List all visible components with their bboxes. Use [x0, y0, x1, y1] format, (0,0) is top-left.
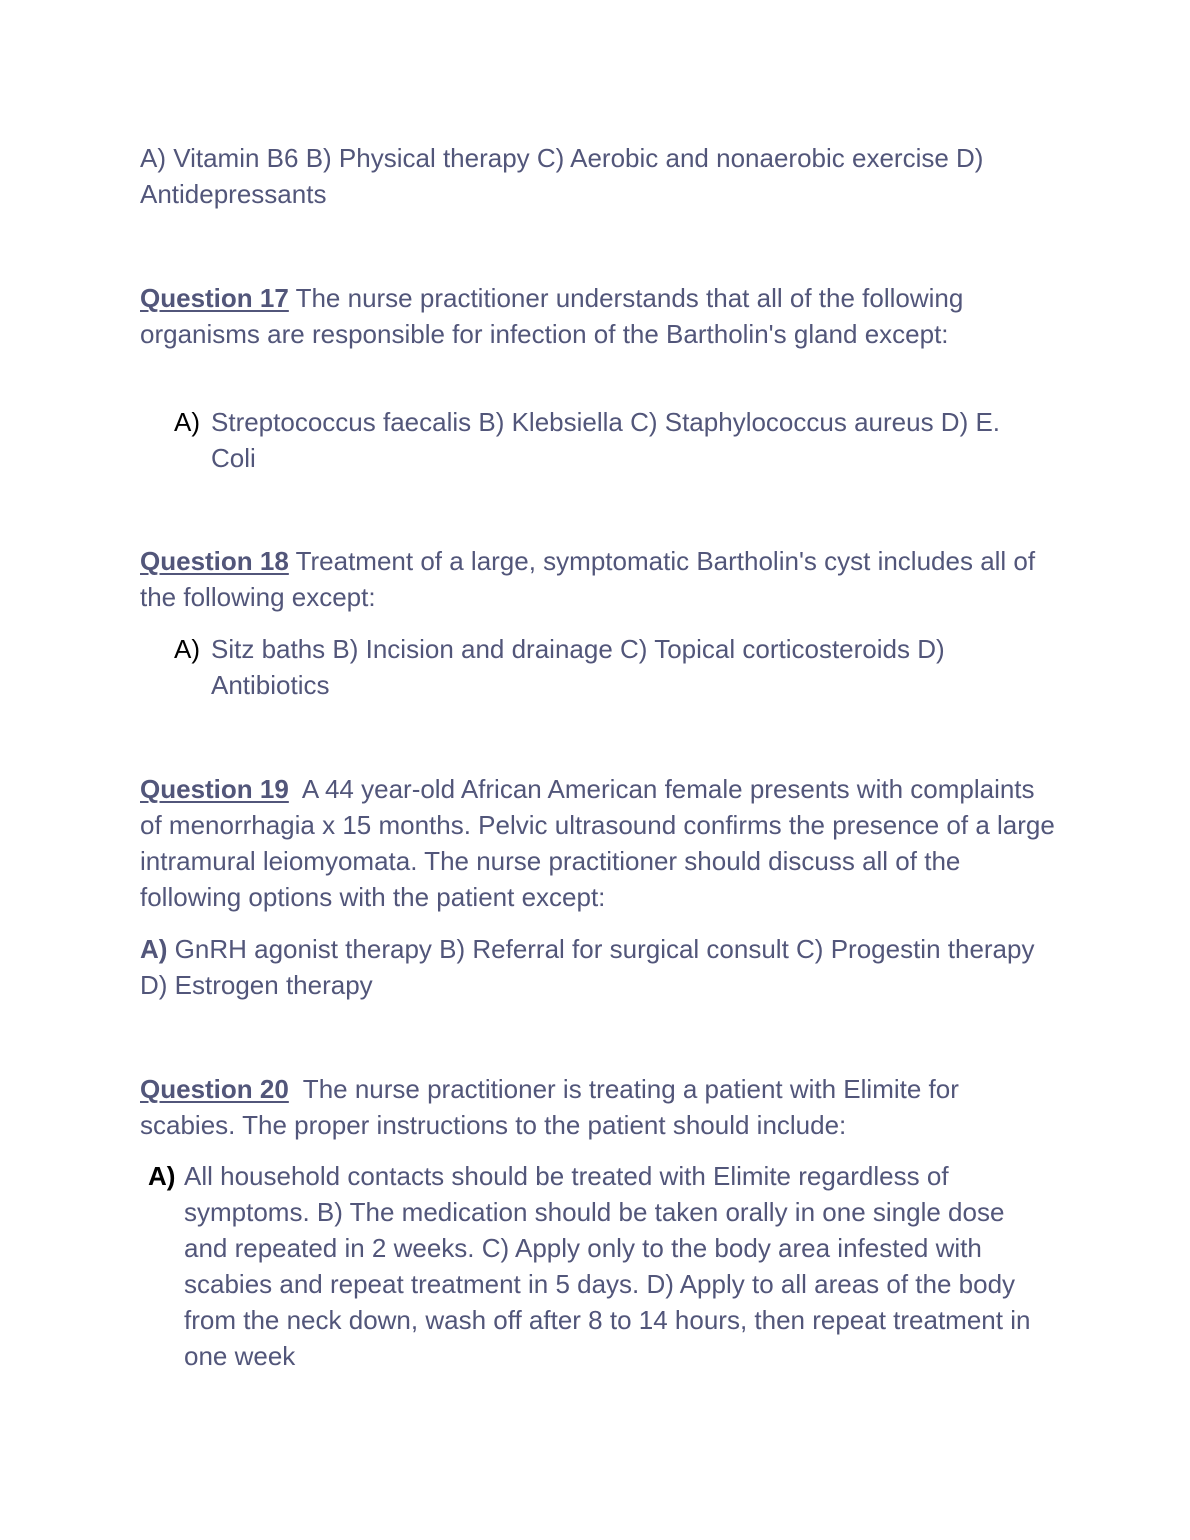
question-17-text: The nurse practitioner understands that all of the following organisms are responsible for infection of the Bartholin's gland except:	[140, 283, 964, 349]
question-17-options-text: Streptococcus faecalis B) Klebsiella C) Staphylococcus aureus D) E. Coli	[211, 407, 1001, 473]
question-16-options: A) Vitamin B6 B) Physical therapy C) Aerobic and nonaerobic exercise D) Antidepressants	[140, 143, 984, 209]
question-19-stem	[140, 771, 1063, 915]
question-18-text: Treatment of a large, symptomatic Bartholin's cyst includes all of the following except:	[140, 546, 1036, 612]
question-20-label: Question 20	[140, 1074, 289, 1104]
question-17-label: Question 17	[140, 283, 289, 313]
question-19-label: Question 19	[140, 774, 289, 804]
question-17-options	[174, 404, 1044, 476]
question-18-stem	[140, 543, 1060, 615]
question-17-option-marker: A)	[174, 407, 200, 437]
question-20-options	[148, 1158, 1048, 1374]
question-20-stem	[140, 1071, 1060, 1143]
question-19-options-text: GnRH agonist therapy B) Referral for surgical consult C) Progestin therapy D) Estrogen therapy	[140, 934, 1035, 1000]
question-19-option-marker: A)	[140, 934, 168, 964]
question-20-option-marker: A)	[148, 1161, 176, 1191]
question-19-text: A 44 year-old African American female presents with complaints of menorrhagia x 15 months. Pelvic ultrasound confirms the presence of a large intramural leiomyomata. The nurse practitioner should discuss all of the following options with the patient except:	[140, 774, 1063, 912]
question-20-options-text: All household contacts should be treated with Elimite regardless of symptoms. B) The medication should be taken orally in one single dose and repeated in 2 weeks. C) Apply only to the body area infested with scabies and repeat treatment in 5 days. D) Apply to all areas of the body from the neck down, wash off after 8 to 14 hours, then repeat treatment in one week	[184, 1161, 1031, 1371]
question-18-option-marker: A)	[174, 634, 200, 664]
question-17-stem	[140, 280, 1060, 352]
question-19-options	[140, 931, 1050, 1003]
question-20-text: The nurse practitioner is treating a patient with Elimite for scabies. The proper instructions to the patient should include:	[140, 1074, 967, 1140]
question-18-label: Question 18	[140, 546, 289, 576]
question-18-options-text: Sitz baths B) Incision and drainage C) Topical corticosteroids D) Antibiotics	[211, 634, 945, 700]
question-18-options	[174, 631, 1044, 703]
